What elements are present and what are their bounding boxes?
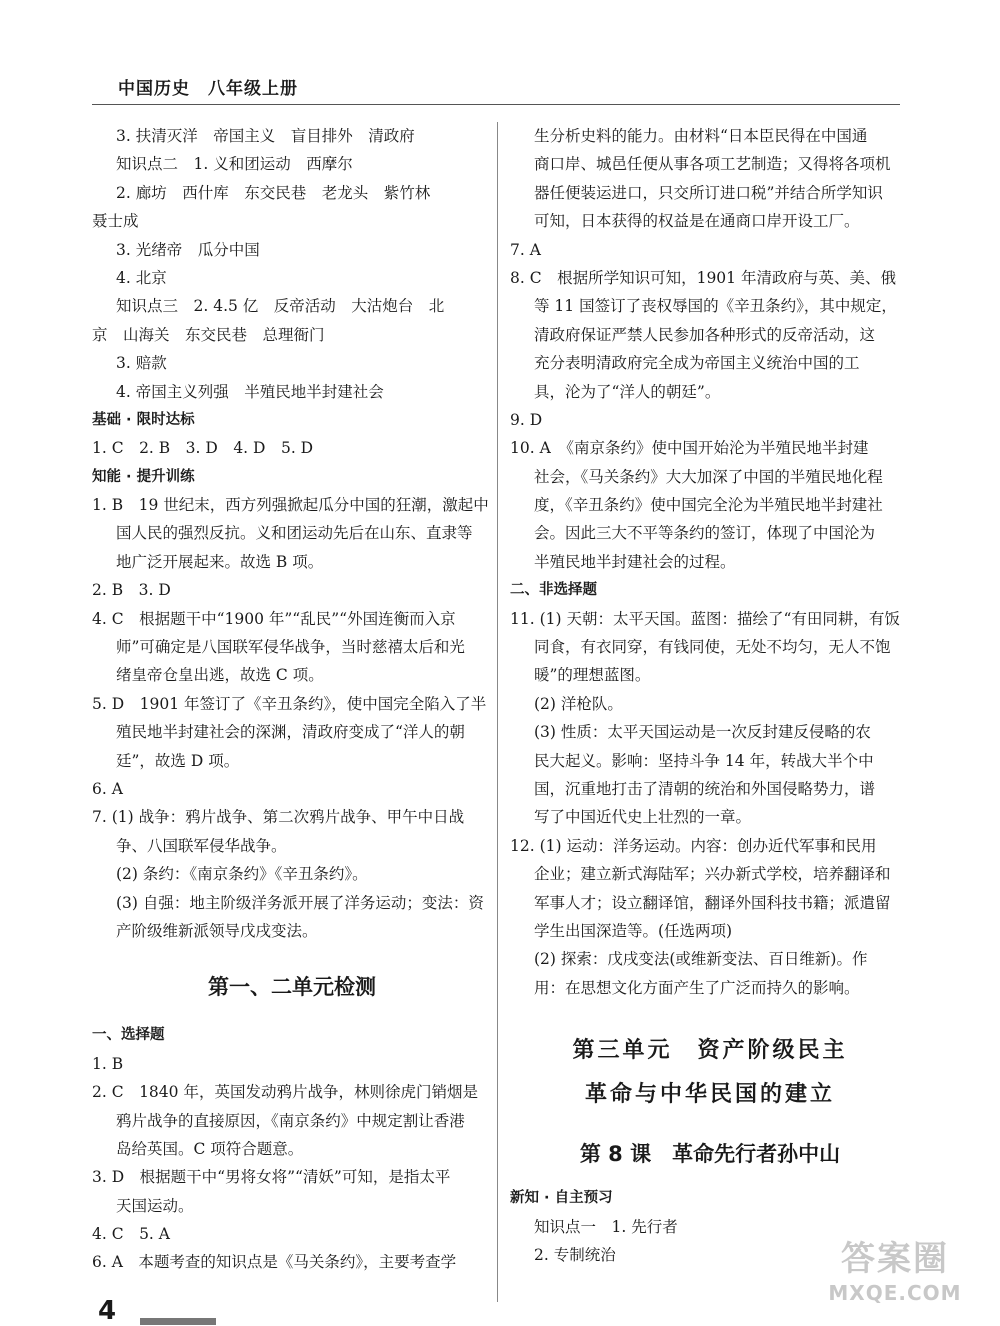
text-line: 半殖民地半封建社会的过程。 (534, 552, 736, 571)
footer-bar (140, 1318, 216, 1325)
text-line: 1. B (92, 1054, 124, 1073)
section-heading: 新知 · 自主预习 (510, 1190, 613, 1207)
text-line: 写了中国近代史上壮烈的一章。 (534, 808, 752, 827)
text-line: 4. 帝国主义列强 半殖民地半封建社会 (116, 382, 384, 401)
text-line: (2) 洋枪队。 (534, 694, 623, 713)
unit-test-answers-block (92, 1021, 492, 1277)
section-heading: 一、选择题 (92, 1027, 165, 1044)
left-column (92, 122, 492, 1277)
running-header (118, 74, 298, 99)
text-line: 4. C 根据题干中“1900 年”“乱民”“外国连衡而入京 (92, 609, 456, 628)
text-line: 6. A (92, 779, 123, 798)
watermark-logo (820, 1238, 970, 1318)
header-grade: 八年级上册 (208, 79, 298, 99)
text-line: 商口岸、城邑任便从事各项工艺制造；又得将各项机 (534, 155, 891, 174)
text-line: 国人民的强烈反抗。义和团运动先后在山东、直隶等 (116, 524, 473, 543)
text-line: 12. (1) 运动：洋务运动。内容：创办近代军事和民用 (510, 836, 877, 855)
text-line: 7. A (510, 240, 541, 259)
text-line: 清政府保证严禁人民参加各种形式的反帝活动，这 (534, 325, 876, 344)
text-line: 等 11 国签订了丧权辱国的《辛丑条约》，其中规定， (534, 297, 897, 316)
text-line: 国，沉重地打击了清朝的统治和外国侵略势力，谱 (534, 779, 876, 798)
header-subject: 中国历史 (118, 79, 190, 99)
column-divider (497, 122, 498, 1302)
text-line: (3) 自强：地主阶级洋务派开展了洋务运动；变法：资 (116, 893, 484, 912)
text-line: 8. C 根据所学知识可知，1901 年清政府与英、美、俄 (510, 268, 896, 287)
text-line: 具，沦为了“洋人的朝廷”。 (534, 382, 721, 401)
text-line: 5. D 1901 年签订了《辛丑条约》，使中国完全陷入了半 (92, 694, 487, 713)
text-line: 4. 北京 (116, 268, 167, 287)
text-line: 军事人才；设立翻译馆，翻译外国科技书籍；派遣留 (534, 893, 891, 912)
text-line: 争、八国联军侵华战争。 (116, 836, 287, 855)
text-line: 鸦片战争的直接原因，《南京条约》中规定割让香港 (116, 1111, 465, 1130)
text-line: 9. D (510, 410, 543, 429)
left-answers-block (92, 122, 492, 945)
unit-three-title (510, 1028, 910, 1116)
text-line: 天国运动。 (116, 1196, 194, 1215)
page-number: 4 (98, 1296, 117, 1326)
text-line: 知识点二 1. 义和团运动 西摩尔 (116, 155, 353, 174)
section-heading: 二、非选择题 (510, 582, 597, 599)
text-line: 2. 专制统治 (534, 1245, 616, 1264)
text-line: 师”可确定是八国联军侵华战争，当时慈禧太后和光 (116, 638, 465, 657)
watermark-bottom: MXQE.COM (828, 1281, 962, 1305)
section-heading: 基础 · 限时达标 (92, 411, 195, 428)
text-line: 6. A 本题考查的知识点是《马关条约》，主要考查学 (92, 1253, 457, 1272)
text-line: 2. B 3. D (92, 581, 171, 600)
text-line: 知识点一 1. 先行者 (534, 1217, 678, 1236)
text-line: 廷”，故选 D 项。 (116, 751, 240, 770)
text-line: 可知，日本获得的权益是在通商口岸开设工厂。 (534, 212, 860, 231)
text-line: 10. A 《南京条约》使中国开始沦为半殖民地半封建 (510, 439, 869, 458)
text-line: 11. (1) 天朝：太平天国。蓝图：描绘了“有田同耕，有饭 (510, 609, 900, 628)
text-line: 度，《辛丑条约》使中国完全沦为半殖民地半封建社 (534, 496, 883, 515)
text-line: 1. C 2. B 3. D 4. D 5. D (92, 439, 314, 458)
text-line: 3. 光绪帝 瓜分中国 (116, 240, 260, 259)
watermark-top: 答案圈 (841, 1239, 949, 1279)
text-line: 企业；建立新式海陆军；兴办新式学校，培养翻译和 (534, 865, 891, 884)
text-line: (2) 条约：《南京条约》《辛丑条约》。 (116, 865, 368, 884)
text-line: 生分析史料的能力。由材料“日本臣民得在中国通 (534, 127, 868, 145)
text-line: 3. 扶清灭洋 帝国主义 盲目排外 清政府 (116, 127, 415, 145)
lesson-title: 第 8 课 革命先行者孙中山 (579, 1142, 841, 1167)
header-rule (92, 104, 900, 105)
text-line: 地广泛开展起来。故选 B 项。 (116, 552, 324, 571)
unit-three-title-line2: 革命与中华民国的建立 (584, 1081, 835, 1108)
text-line: 殖民地半封建社会的深渊，清政府变成了“洋人的朝 (116, 723, 465, 742)
text-line: 学生出国深造等。(任选两项) (534, 921, 733, 940)
text-line: 4. C 5. A (92, 1225, 170, 1244)
text-line: (3) 性质：太平天国运动是一次反封建反侵略的农 (534, 723, 871, 742)
text-line: 知识点三 2. 4.5 亿 反帝活动 大沽炮台 北 (116, 297, 445, 316)
text-line: 2. 廊坊 西什库 东交民巷 老龙头 紫竹林 (116, 183, 431, 202)
text-line: 充分表明清政府完全成为帝国主义统治中国的工 (534, 354, 860, 373)
text-line: 1. B 19 世纪末，西方列强掀起瓜分中国的狂潮，激起中 (92, 496, 489, 515)
text-line: 社会，《马关条约》大大加深了中国的半殖民地化程 (534, 467, 883, 486)
text-line: 绪皇帝仓皇出逃，故选 C 项。 (116, 666, 324, 685)
text-line: 同食，有衣同穿，有钱同使，无处不均匀，无人不饱 (534, 638, 891, 657)
text-line: 用：在思想文化方面产生了广泛而持久的影响。 (534, 978, 860, 997)
unit-test-title: 第一、二单元检测 (208, 975, 376, 1000)
section-heading: 知能 · 提升训练 (92, 468, 195, 485)
text-line: 2. C 1840 年，英国发动鸦片战争，林则徐虎门销烟是 (92, 1083, 478, 1102)
unit-three-title-line1: 第三单元 资产阶级民主 (572, 1037, 848, 1064)
text-line: 岛给英国。C 项符合题意。 (116, 1139, 304, 1158)
text-line: 民大起义。影响：坚持斗争 14 年，转战大半个中 (534, 751, 874, 770)
text-line: 3. D 根据题干中“男将女将”“清妖”可知，是指太平 (92, 1168, 451, 1187)
text-line: 3. 赔款 (116, 354, 167, 373)
text-line: (2) 探索：戊戌变法(或维新变法、百日维新)。作 (534, 950, 868, 969)
text-line: 产阶级维新派领导戊戌变法。 (116, 921, 318, 940)
text-line: 暖”的理想蓝图。 (534, 666, 651, 685)
text-line: 器任便装运进口，只交所订进口税”并结合所学知识 (534, 183, 883, 202)
text-line: 7. (1) 战争：鸦片战争、第二次鸦片战争、甲午中日战 (92, 808, 465, 827)
text-line: 聂士成 (92, 212, 139, 231)
text-line: 会。因此三大不平等条约的签订，体现了中国沦为 (534, 524, 876, 543)
text-line: 京 山海关 东交民巷 总理衙门 (92, 325, 325, 344)
right-answers-block (510, 122, 910, 1002)
right-column (510, 122, 910, 1269)
